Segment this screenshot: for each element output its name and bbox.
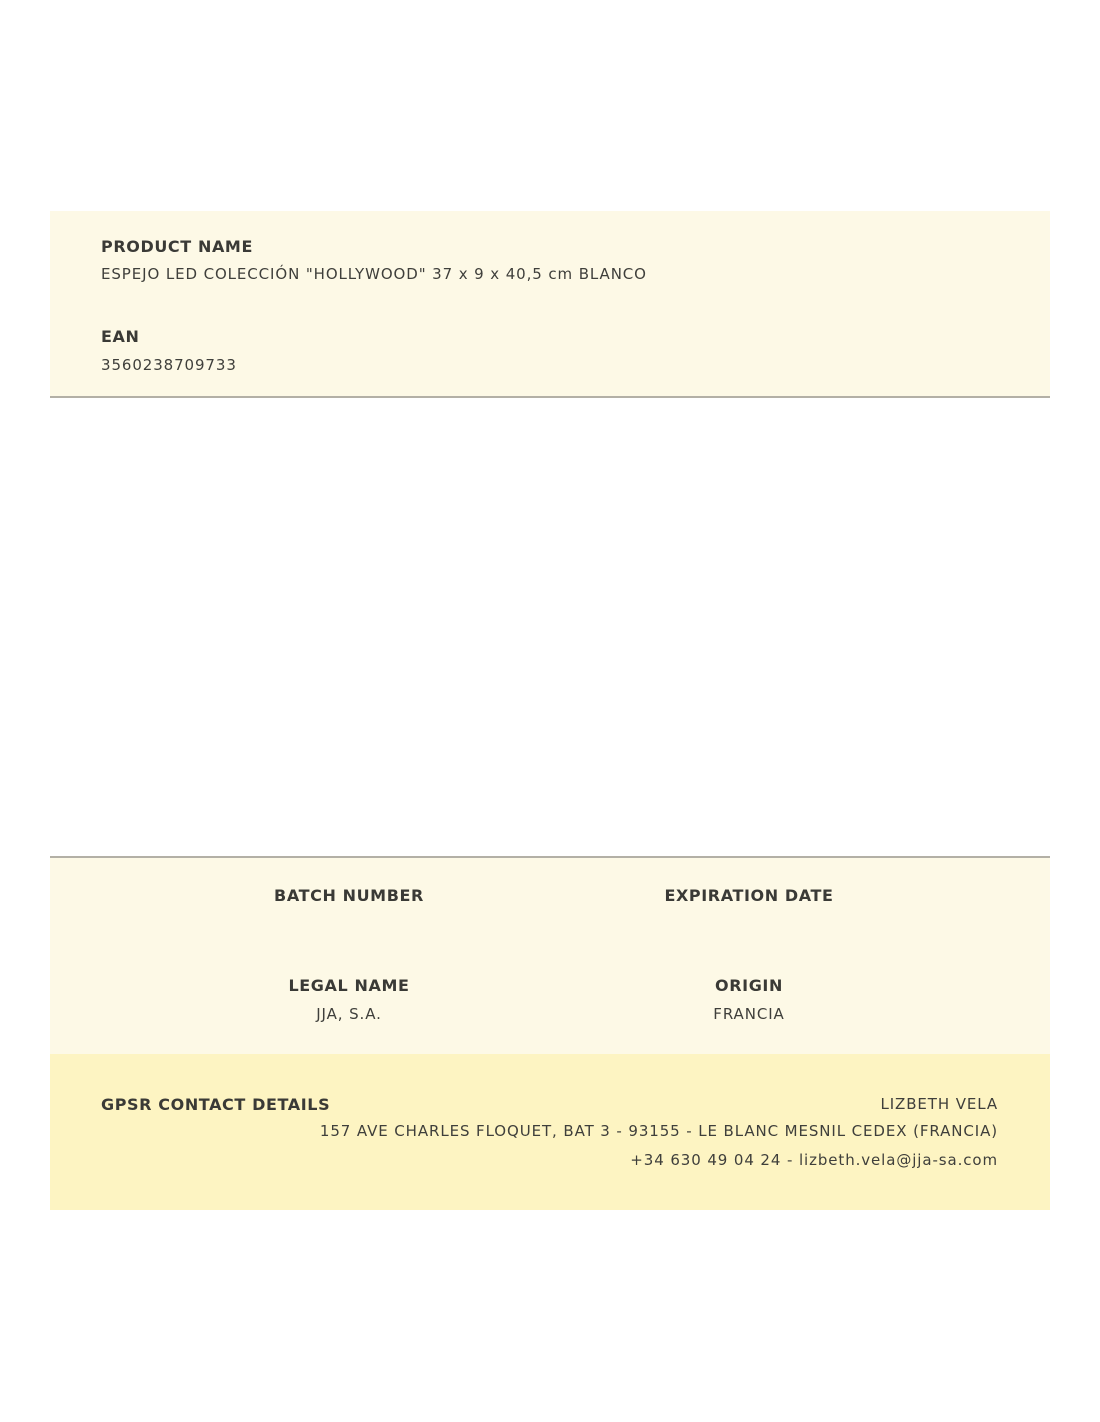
ean-value: 3560238709733 (101, 356, 237, 374)
batch-info-panel (50, 856, 1050, 1056)
contact-name: LIZBETH VELA (880, 1095, 998, 1113)
product-name-value: ESPEJO LED COLECCIÓN "HOLLYWOOD" 37 x 9 x 40,5 cm BLANCO (101, 265, 647, 283)
legal-name-value: JJA, S.A. (316, 1005, 382, 1023)
batch-number-label: BATCH NUMBER (274, 886, 424, 905)
origin-label: ORIGIN (715, 976, 783, 995)
gpsr-contact-panel (50, 1054, 1050, 1210)
ean-label: EAN (101, 327, 140, 346)
contact-phone-email: +34 630 49 04 24 - lizbeth.vela@jja-sa.com (630, 1151, 998, 1169)
product-info-panel (50, 211, 1050, 398)
origin-value: FRANCIA (713, 1005, 785, 1023)
gpsr-contact-label: GPSR CONTACT DETAILS (101, 1095, 331, 1114)
legal-name-label: LEGAL NAME (288, 976, 410, 995)
contact-address: 157 AVE CHARLES FLOQUET, BAT 3 - 93155 - LE BLANC MESNIL CEDEX (FRANCIA) (319, 1122, 998, 1140)
product-name-label: PRODUCT NAME (101, 237, 253, 256)
expiration-date-label: EXPIRATION DATE (664, 886, 834, 905)
